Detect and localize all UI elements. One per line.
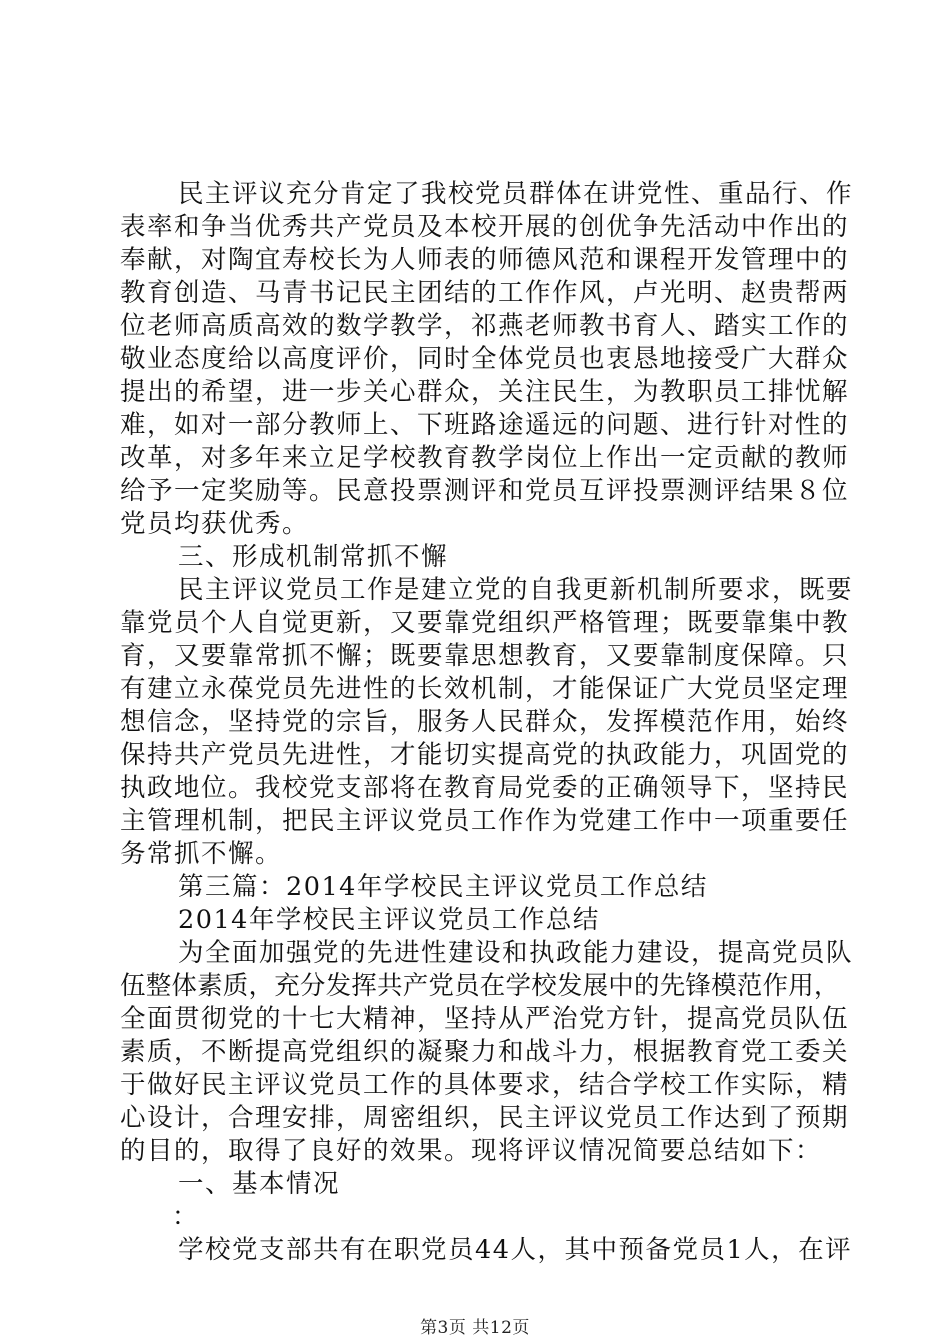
paragraph-line: 执政地位。我校党支部将在教育局党委的正确领导下，坚持民 — [120, 773, 850, 803]
page-number-footer: 第3页 共12页 — [420, 1318, 530, 1338]
punctuation-line: ： — [172, 1202, 200, 1232]
paragraph-line: 提出的希望，进一步关心群众，关注民生，为教职员工排忧解 — [120, 377, 850, 407]
paragraph-line: 为全面加强党的先进性建设和执政能力建设，提高党员队 — [178, 938, 854, 968]
paragraph-line: 务常抓不懈。 — [120, 839, 283, 869]
paragraph-line: 奉献，对陶宜寿校长为人师表的师德风范和课程开发管理中的 — [120, 245, 850, 275]
paragraph-line: 想信念，坚持党的宗旨，服务人民群众，发挥模范作用，始终 — [120, 707, 850, 737]
paragraph-line: 给予一定奖励等。民意投票测评和党员互评投票测评结果８位 — [120, 476, 850, 506]
paragraph-line: 伍整体素质，充分发挥共产党员在学校发展中的先锋模范作用， — [120, 971, 840, 1001]
paragraph-line: 全面贯彻党的十七大精神，坚持从严治党方针，提高党员队伍 — [120, 1004, 850, 1034]
paragraph-line: 育，又要靠常抓不懈；既要靠思想教育，又要靠制度保障。只 — [120, 641, 850, 671]
paragraph-line: 位老师高质高效的数学教学，祁燕老师教书育人、踏实工作的 — [120, 311, 850, 341]
paragraph-line: 教育创造、马青书记民主团结的工作作风，卢光明、赵贵帮两 — [120, 278, 850, 308]
paragraph-line: 主管理机制，把民主评议党员工作作为党建工作中一项重要任 — [120, 806, 850, 836]
paragraph-line: 党员均获优秀。 — [120, 509, 310, 539]
paragraph-line: 难，如对一部分教师上、下班路途遥远的问题、进行针对性的 — [120, 410, 850, 440]
section-heading: 一、基本情况 — [178, 1169, 341, 1199]
paragraph-line: 民主评议党员工作是建立党的自我更新机制所要求，既要 — [178, 575, 854, 605]
paragraph-line: 靠党员个人自觉更新，又要靠党组织严格管理；既要靠集中教 — [120, 608, 850, 638]
paragraph-line: 民主评议充分肯定了我校党员群体在讲党性、重品行、作 — [178, 179, 854, 209]
paragraph-line: 敬业态度给以高度评价，同时全体党员也衷恳地接受广大群众 — [120, 344, 850, 374]
section-heading: 三、形成机制常抓不懈 — [178, 542, 449, 572]
paragraph-line: 于做好民主评议党员工作的具体要求，结合学校工作实际，精 — [120, 1070, 850, 1100]
paragraph-line: 心设计，合理安排，周密组织，民主评议党员工作达到了预期 — [120, 1103, 850, 1133]
chapter-heading: 第三篇：2014年学校民主评议党员工作总结 — [178, 872, 708, 902]
paragraph-line: 保持共产党员先进性，才能切实提高党的执政能力，巩固党的 — [120, 740, 850, 770]
paragraph-line: 的目的，取得了良好的效果。现将评议情况简要总结如下： — [120, 1136, 823, 1166]
paragraph-line: 改革，对多年来立足学校教育教学岗位上作出一定贡献的教师 — [120, 443, 850, 473]
paragraph-line: 学校党支部共有在职党员44人，其中预备党员1人，在评 — [178, 1235, 853, 1265]
paragraph-line: 有建立永葆党员先进性的长效机制，才能保证广大党员坚定理 — [120, 674, 850, 704]
document-title: 2014年学校民主评议党员工作总结 — [178, 905, 600, 935]
paragraph-line: 表率和争当优秀共产党员及本校开展的创优争先活动中作出的 — [120, 212, 850, 242]
paragraph-line: 素质，不断提高党组织的凝聚力和战斗力，根据教育党工委关 — [120, 1037, 850, 1067]
